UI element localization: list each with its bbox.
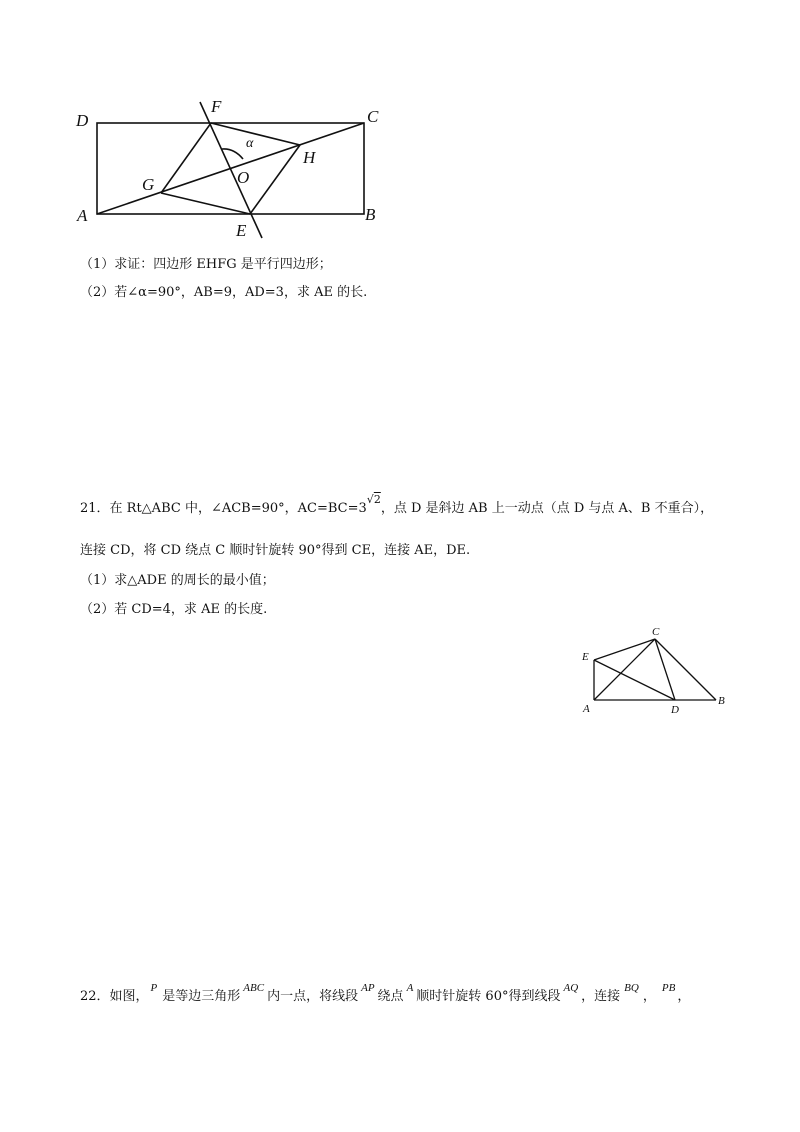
figure-rotation-triangle xyxy=(575,620,760,720)
var-ap: AP xyxy=(361,982,375,994)
q22-text-8: ， xyxy=(677,989,691,1004)
sqrt-symbol: √ xyxy=(366,493,374,506)
sqrt-expression xyxy=(367,493,381,506)
segment-cb xyxy=(655,639,716,700)
figure-rectangle-parallelogram xyxy=(60,90,400,250)
label-o: O xyxy=(237,168,250,187)
q20-part2: （2）若∠α=90°，AB=9，AD=3，求 AE 的长. xyxy=(80,285,368,300)
q22-text-5: 顺时针旋转 60°得到线段 xyxy=(416,989,561,1004)
segment-ed xyxy=(594,660,675,700)
q21-text-a: 21．在 Rt△ABC 中，∠ACB=90°，AC=BC=3 xyxy=(80,501,367,516)
q21-text-b: ，点 D 是斜边 AB 上一动点（点 D 与点 A、B 不重合）， xyxy=(380,501,714,516)
q20-part1: （1）求证：四边形 EHFG 是平行四边形； xyxy=(80,257,332,272)
var-p: P xyxy=(150,982,158,994)
var-pb: PB xyxy=(661,982,676,994)
sqrt-argument: 2 xyxy=(373,493,381,506)
q22-statement xyxy=(80,982,691,1004)
label-a: A xyxy=(583,703,590,715)
q21-part2: （2）若 CD=4，求 AE 的长度. xyxy=(80,602,268,617)
q21-part1: （1）求△ADE 的周长的最小值； xyxy=(80,573,275,588)
q22-text-3: 内一点，将线段 xyxy=(267,989,359,1004)
segment-ac xyxy=(594,639,655,700)
var-aq: AQ xyxy=(563,982,579,994)
q22-text-7: ， xyxy=(642,989,656,1004)
q22-text-4: 绕点 xyxy=(377,989,404,1004)
label-e: E xyxy=(236,221,247,240)
segment-eg xyxy=(161,193,250,214)
q21-statement-line1 xyxy=(80,493,714,516)
q22-text-1: 22．如图， xyxy=(80,989,149,1004)
label-alpha: α xyxy=(246,136,254,151)
q22-text-6: ，连接 xyxy=(581,989,621,1004)
segment-fh xyxy=(211,123,300,145)
segment-he xyxy=(250,145,300,214)
segment-ce xyxy=(594,639,655,660)
label-d: D xyxy=(671,704,679,716)
label-h: H xyxy=(303,148,316,167)
label-d: D xyxy=(76,111,89,130)
var-bq: BQ xyxy=(624,982,639,994)
label-c: C xyxy=(652,626,660,638)
label-c: C xyxy=(367,107,379,126)
label-f: F xyxy=(211,97,222,116)
label-e: E xyxy=(582,651,589,663)
label-a: A xyxy=(77,206,88,225)
q22-text-2: 是等边三角形 xyxy=(162,989,241,1004)
var-a: A xyxy=(406,982,414,994)
q21-statement-line2: 连接 CD，将 CD 绕点 C 顺时针旋转 90°得到 CE，连接 AE，DE. xyxy=(80,543,471,558)
var-abc: ABC xyxy=(243,982,265,994)
label-b: B xyxy=(718,695,725,707)
label-b: B xyxy=(365,205,376,224)
segment-gf xyxy=(161,123,211,193)
label-g: G xyxy=(142,175,155,194)
